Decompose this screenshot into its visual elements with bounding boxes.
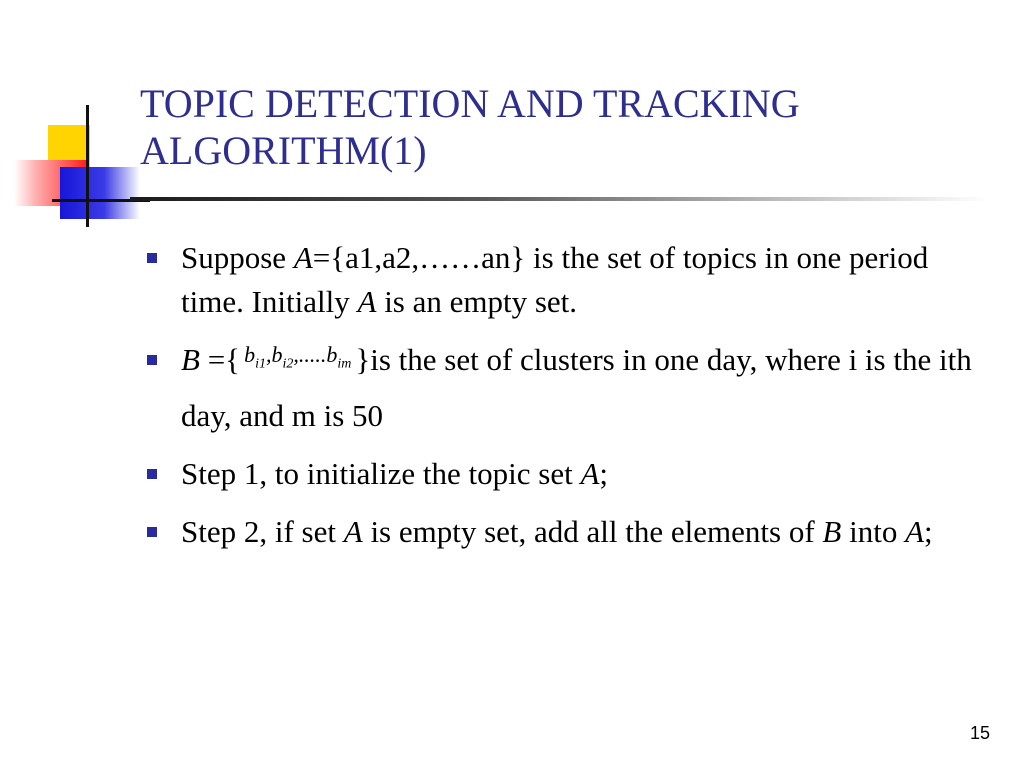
title-divider: [130, 197, 990, 201]
bullet-2-text-a: ={: [199, 342, 241, 377]
formula-sub-2: i2: [282, 356, 294, 372]
bullet-4-var-a2: A: [905, 514, 925, 550]
title-line-2: ALGORITHM(1): [140, 128, 427, 173]
bullet-square-icon: [147, 355, 157, 365]
bullet-4-text-d: ;: [924, 514, 933, 550]
title-line-1: TOPIC DETECTION AND TRACKING: [140, 81, 800, 126]
formula-sep-1: ,: [265, 342, 272, 367]
logo-vertical-line: [86, 105, 89, 227]
bullet-item-2: [147, 338, 977, 438]
logo-blue-square: [60, 167, 140, 219]
bullet-4-text-b: is empty set, add all the elements of: [362, 514, 823, 550]
bullet-item-3: [147, 452, 977, 496]
bullet-1-var-a2: A: [357, 284, 377, 319]
formula-b-2: b: [271, 342, 283, 367]
bullet-square-icon: [147, 253, 157, 263]
bullet-3-text-a: Step 1, to initialize the topic set: [181, 456, 581, 492]
formula-b-1: b: [244, 342, 256, 367]
formula-sep-2: ,.....: [293, 342, 327, 367]
bullet-2-text-b: }is the set of clusters in one day, where i is the ith day, and m is 50: [181, 342, 972, 434]
formula-sub-1: i1: [255, 356, 266, 372]
slide-title: [140, 80, 940, 174]
bullet-square-icon: [147, 527, 157, 537]
bullet-4-var-b: B: [822, 514, 842, 550]
bullet-1-text-c: is an empty set.: [376, 284, 578, 319]
bullet-4-text-a: Step 2, if set: [181, 514, 344, 550]
bullet-1-text-a: Suppose: [181, 240, 294, 275]
bullet-4-text-c: into: [841, 514, 906, 550]
bullet-3-text-b: ;: [599, 456, 609, 492]
formula-sub-3: im: [337, 356, 352, 372]
formula-b-3: b: [326, 342, 338, 367]
page-number: 15: [969, 723, 990, 743]
bullet-2-var-b: B: [181, 342, 200, 377]
bullet-4-var-a: A: [343, 514, 363, 550]
bullet-item-1: [147, 236, 977, 324]
bullet-list: [147, 236, 977, 568]
bullet-1-var-a: A: [293, 240, 313, 275]
bullet-square-icon: [147, 469, 157, 479]
bullet-3-var-a: A: [580, 456, 600, 492]
decorative-logo-icon: [10, 105, 150, 230]
bullet-item-4: [147, 510, 977, 554]
cluster-formula: [244, 333, 351, 386]
bullet-1-text-b: ={a1,a2,……an} is the set of topics in one period time. Initially: [181, 240, 929, 319]
